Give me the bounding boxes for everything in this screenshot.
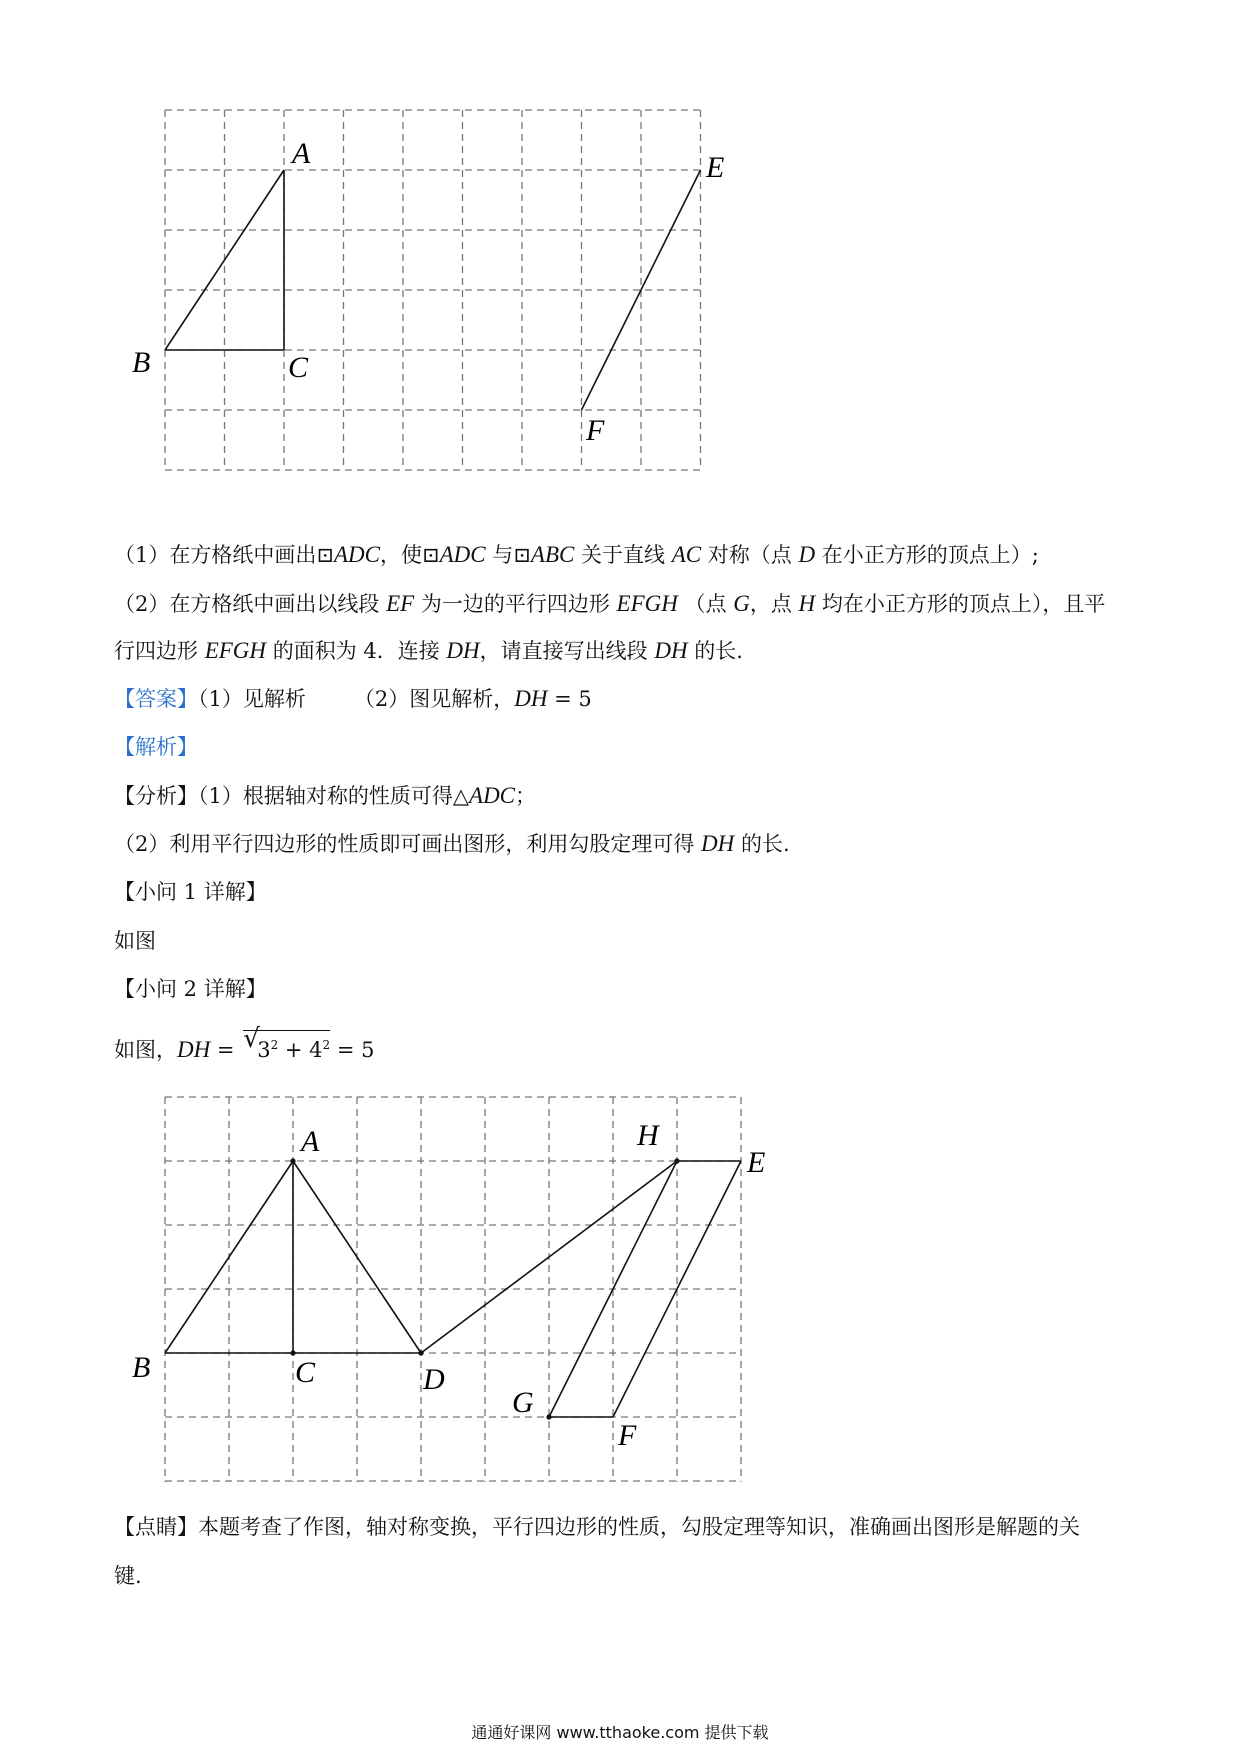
label-b: B xyxy=(132,346,151,379)
label-g: G xyxy=(512,1386,534,1419)
question-part-1: （1）在方格纸中画出⊡ADC，使⊡ADC 与⊡ABC 关于直线 AC 对称（点 D 在小正方形的顶点上）; xyxy=(114,542,1039,567)
label-c: C xyxy=(295,1356,316,1389)
label-a: A xyxy=(301,1125,320,1158)
label-f: F xyxy=(618,1419,637,1452)
detail-2-formula-line: 如图，DH = √ $3^2 + 4^2 = 5$ xyxy=(114,1024,375,1062)
question-part-2-line-1: （2）在方格纸中画出以线段 EF 为一边的平行四边形 EFGH （点 G，点 H 均在小正方形的顶点上），且平 xyxy=(114,591,1106,616)
detail-2-tag: 【小问 2 详解】 xyxy=(114,977,267,1001)
analysis-line-1: 【分析】（1）根据轴对称的性质可得△ADC； xyxy=(114,783,537,808)
comment-line-1: 【点睛】本题考查了作图，轴对称变换，平行四边形的性质，勾股定理等知识，准确画出图形是解题的关 xyxy=(114,1515,1080,1539)
label-f: F xyxy=(586,414,605,447)
footer-credit: 通通好课网 www.tthaoke.com 提供下载 xyxy=(471,1723,769,1742)
figure-1-gridlines xyxy=(165,110,701,470)
label-d: D xyxy=(423,1363,445,1396)
analysis-tag: 【解析】 xyxy=(114,735,198,759)
label-b: B xyxy=(132,1351,151,1384)
label-h: H xyxy=(637,1119,659,1152)
label-a: A xyxy=(292,137,311,170)
sqrt-expression: √ $3^2 + 4^2$ xyxy=(243,1024,331,1062)
segment-dh xyxy=(421,1161,677,1353)
answer-line: 【答案】（1）见解析 （2）图见解析，DH = 5 xyxy=(114,686,592,711)
detail-1-tag: 【小问 1 详解】 xyxy=(114,880,267,904)
analysis-line-2: （2）利用平行四边形的性质即可画出图形，利用勾股定理可得 DH 的长. xyxy=(114,831,790,856)
point-a xyxy=(290,1158,295,1163)
point-d xyxy=(418,1350,423,1355)
answer-tag: 【答案】 xyxy=(114,687,198,711)
comment-line-2: 键. xyxy=(114,1564,142,1588)
segment-ab xyxy=(165,1161,293,1353)
point-g xyxy=(546,1414,551,1419)
question-part-2-line-2: 行四边形 EFGH 的面积为 4．连接 DH，请直接写出线段 DH 的长. xyxy=(114,638,743,663)
label-e: E xyxy=(706,151,725,184)
segment-ad xyxy=(293,1161,421,1353)
detail-1-text: 如图 xyxy=(114,929,156,953)
point-c xyxy=(290,1350,295,1355)
label-e: E xyxy=(747,1146,766,1179)
figure-1-grid xyxy=(120,95,725,485)
label-c: C xyxy=(288,351,309,384)
point-h xyxy=(674,1158,679,1163)
figure-2-gridlines xyxy=(165,1097,741,1482)
figure-2-grid xyxy=(125,1085,805,1485)
analysis-tag-line xyxy=(114,732,1134,762)
